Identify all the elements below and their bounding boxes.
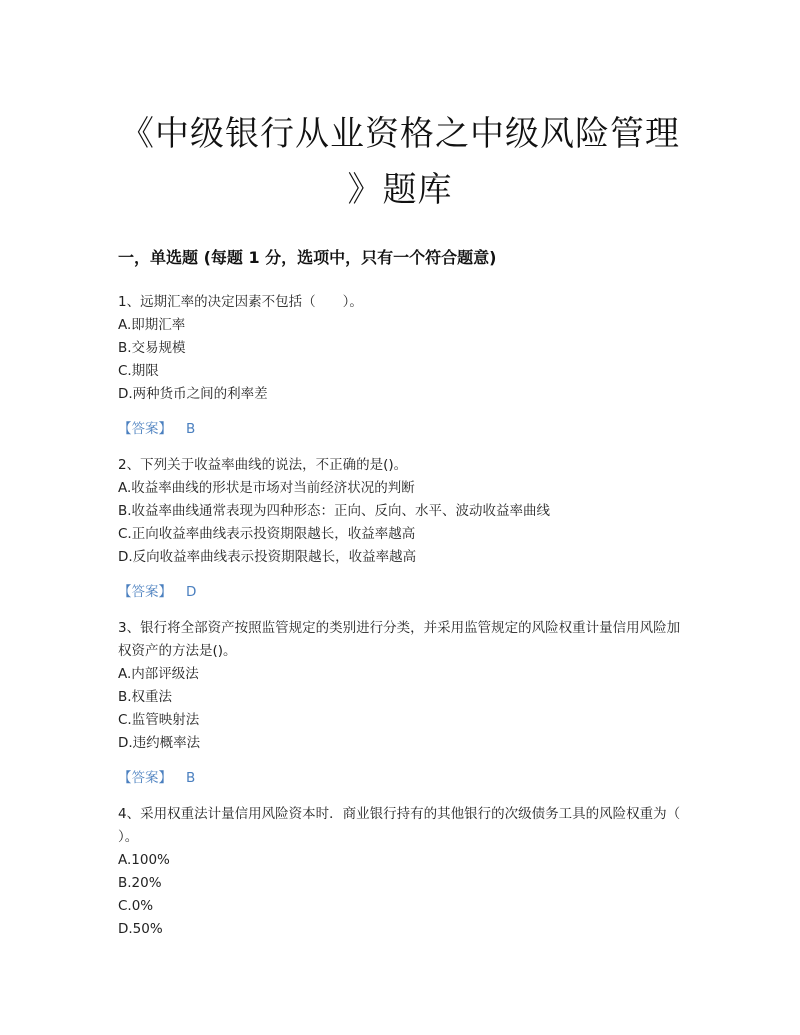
option-a: A.100% xyxy=(118,852,170,868)
option-c: C.期限 xyxy=(118,363,159,379)
option-b: B.20% xyxy=(118,875,162,891)
answer-value: B xyxy=(186,770,196,786)
question-stem: 1、远期汇率的决定因素不包括（ ）。 xyxy=(118,294,363,310)
answer-label: 【答案】 xyxy=(118,770,172,786)
option-d: D.两种货币之间的利率差 xyxy=(118,386,268,402)
question-stem: 2、下列关于收益率曲线的说法，不正确的是()。 xyxy=(118,457,408,473)
answer-label: 【答案】 xyxy=(118,421,172,437)
option-b: B.权重法 xyxy=(118,689,173,705)
answer-line xyxy=(118,418,683,441)
option-c: C.正向收益率曲线表示投资期限越长，收益率越高 xyxy=(118,526,416,542)
option-a: A.收益率曲线的形状是市场对当前经济状况的判断 xyxy=(118,480,415,496)
option-d: D.50% xyxy=(118,921,163,937)
option-c: C.0% xyxy=(118,898,154,914)
answer-value: B xyxy=(186,421,196,437)
question-4 xyxy=(118,803,683,941)
option-list xyxy=(118,849,683,941)
option-c: C.监管映射法 xyxy=(118,712,200,728)
document-title xyxy=(100,106,700,218)
question-1 xyxy=(118,291,683,441)
question-stem: 3、银行将全部资产按照监管规定的类别进行分类，并采用监管规定的风险权重计量信用风险加权资产的方法是()。 xyxy=(118,620,681,659)
option-d: D.违约概率法 xyxy=(118,735,201,751)
answer-value: D xyxy=(186,584,197,600)
question-stem: 4、采用权重法计量信用风险资本时．商业银行持有的其他银行的次级债务工具的风险权重为（ ）。 xyxy=(118,806,681,845)
option-list xyxy=(118,314,683,406)
answer-line xyxy=(118,767,683,790)
option-list xyxy=(118,477,683,569)
option-a: A.即期汇率 xyxy=(118,317,186,333)
option-b: B.收益率曲线通常表现为四种形态：正向、反向、水平、波动收益率曲线 xyxy=(118,503,551,519)
option-d: D.反向收益率曲线表示投资期限越长，收益率越高 xyxy=(118,549,417,565)
answer-label: 【答案】 xyxy=(118,584,172,600)
answer-line xyxy=(118,581,683,604)
question-2 xyxy=(118,454,683,604)
section-heading: 一，单选题 (每题 1 分，选项中，只有一个符合题意) xyxy=(118,248,497,267)
option-a: A.内部评级法 xyxy=(118,666,199,682)
question-list xyxy=(118,291,683,941)
option-list xyxy=(118,663,683,755)
document-title-line1: 《中级银行从业资格之中级风险管理 xyxy=(120,114,680,154)
question-3 xyxy=(118,617,683,790)
document-title-line2: 》题库 xyxy=(347,170,453,210)
option-b: B.交易规模 xyxy=(118,340,186,356)
